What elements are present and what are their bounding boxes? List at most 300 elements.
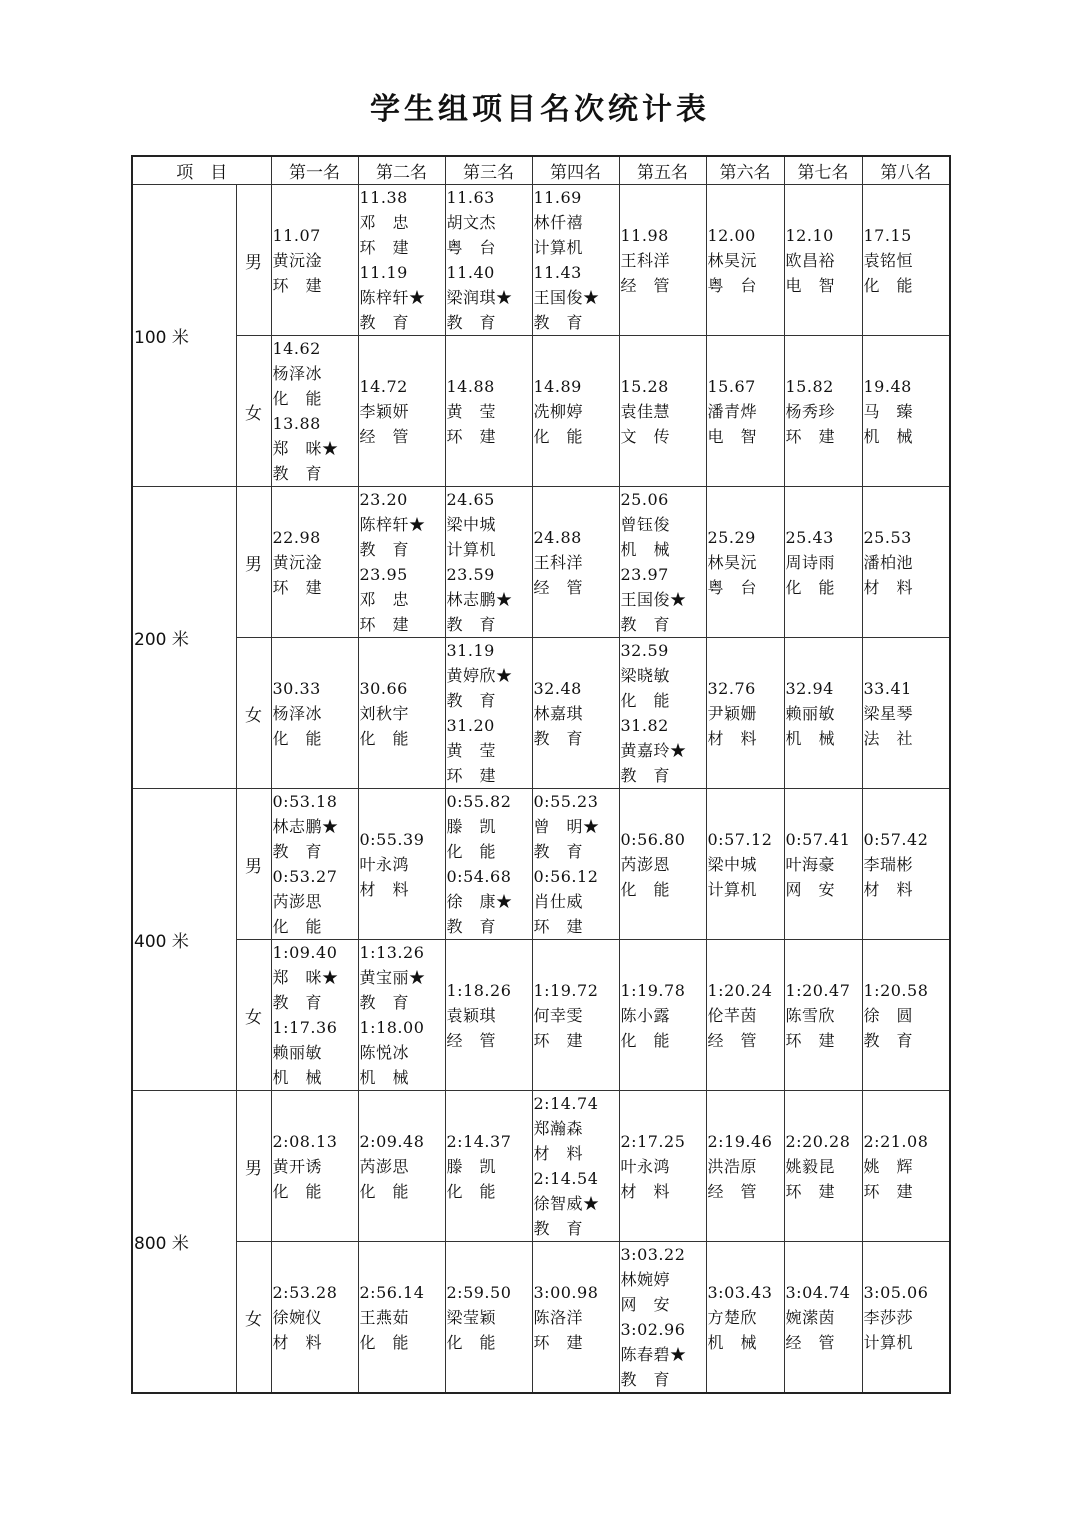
result-line: 23.59 [446,565,495,584]
result-cell [706,1242,784,1394]
result-line: 教 育 [446,917,497,936]
result-line: 王科洋 [533,552,584,572]
gender-label: 男 [236,185,271,336]
result-cell [445,940,532,1091]
result-line: 化 能 [620,879,671,899]
result-cell [706,1091,784,1242]
result-cell [706,336,784,487]
result-line: 14.62 [272,339,321,358]
result-line: 机 械 [707,1332,758,1352]
result-cell [271,487,358,638]
table-row [132,1242,950,1394]
result-line: 化 能 [359,1332,410,1352]
result-line: 1:19.72 [533,980,599,1000]
result-line: 黄 莹 [446,401,497,421]
gender-label: 女 [236,638,271,789]
result-line: 叶永鸿 [620,1156,671,1176]
result-line: 机 械 [620,540,671,559]
result-line: 徐 圆 [863,1005,914,1025]
result-line: 芮澎思 [272,892,323,911]
result-line: 陈春碧★ [620,1345,687,1364]
result-line: 12.00 [707,225,756,245]
result-line: 杨泽冰 [272,703,323,723]
result-line: 化 能 [446,842,497,861]
result-line: 1:20.47 [785,980,851,1000]
table-row [132,789,950,940]
result-line: 材 料 [863,879,914,899]
result-cell [445,638,532,789]
result-line: 叶永鸿 [359,854,410,874]
result-line: 32.76 [707,678,756,698]
result-line: 材 料 [359,879,410,899]
result-line: 化 能 [272,389,323,408]
result-line: 教 育 [359,313,410,332]
result-line: 林志鹏★ [272,817,339,836]
result-cell [706,940,784,1091]
result-line: 化 能 [359,728,410,748]
result-line: 陈悦冰 [359,1043,410,1062]
result-line: 粤 台 [707,577,758,597]
result-line: 环 建 [785,426,836,446]
result-line: 曾钰俊 [620,515,671,534]
result-cell [784,1242,862,1394]
result-line: 环 建 [533,1332,584,1352]
result-line: 经 管 [785,1332,836,1352]
result-line: 叶海豪 [785,854,836,874]
result-line: 黄沅淦 [272,552,323,572]
result-line: 环 建 [446,426,497,446]
table-row [132,336,950,487]
result-line: 林婉婷 [620,1270,671,1289]
header-place-2: 第二名 [358,156,445,185]
result-line: 化 能 [446,1181,497,1201]
result-line: 25.43 [785,527,834,547]
result-cell [271,940,358,1091]
result-line: 2:59.50 [446,1282,512,1302]
result-line: 黄嘉玲★ [620,741,687,760]
result-cell [445,185,532,336]
event-name: 800 米 [132,1091,236,1394]
result-line: 环 建 [446,766,497,785]
result-line: 教 育 [533,313,584,332]
result-line: 黄婷欣★ [446,666,513,685]
result-line: 计算机 [707,879,758,899]
result-line: 杨秀珍 [785,401,836,421]
result-line: 11.19 [359,263,408,282]
result-line: 0:55.39 [359,829,425,849]
result-line: 教 育 [272,842,323,861]
table-row [132,487,950,638]
event-name: 400 米 [132,789,236,1091]
result-line: 12.10 [785,225,834,245]
result-line: 马 臻 [863,401,914,421]
result-cell [445,1091,532,1242]
result-line: 环 建 [533,1030,584,1050]
result-line: 林志鹏★ [446,590,513,609]
result-line: 潘柏池 [863,552,914,572]
result-cell [706,638,784,789]
result-cell [619,336,706,487]
result-cell [532,1091,619,1242]
result-line: 化 能 [533,426,584,446]
result-line: 滕 凯 [446,817,497,836]
result-line: 教 育 [620,1370,671,1389]
result-line: 0:55.23 [533,792,599,811]
result-line: 王国俊★ [620,590,687,609]
result-line: 洪浩原 [707,1156,758,1176]
result-line: 17.15 [863,225,912,245]
result-line: 0:53.27 [272,867,338,886]
result-line: 1:17.36 [272,1018,338,1037]
page-title: 学生组项目名次统计表 [370,92,710,127]
table-row [132,1091,950,1242]
result-line: 14.88 [446,376,495,396]
result-line: 24.65 [446,490,495,509]
result-line: 化 能 [620,691,671,710]
result-line: 材 料 [863,577,914,597]
result-line: 24.88 [533,527,582,547]
result-line: 22.98 [272,527,321,547]
result-line: 11.63 [446,188,495,207]
result-line: 经 管 [707,1030,758,1050]
result-line: 方楚欣 [707,1307,758,1327]
result-line: 网 安 [620,1295,671,1314]
result-cell [862,789,950,940]
result-line: 赖丽敏 [272,1043,323,1062]
result-line: 教 育 [446,313,497,332]
result-line: 郑 咪★ [272,439,339,458]
gender-label: 男 [236,789,271,940]
result-line: 31.19 [446,641,495,660]
header-place-1: 第一名 [271,156,358,185]
result-line: 2:09.48 [359,1131,425,1151]
result-line: 机 械 [785,728,836,748]
result-cell [532,487,619,638]
result-line: 1:19.78 [620,980,686,1000]
result-line: 15.28 [620,376,669,396]
result-cell [784,940,862,1091]
result-cell [619,940,706,1091]
result-line: 曾 明★ [533,817,600,836]
result-line: 邓 忠 [359,590,410,609]
result-line: 何幸雯 [533,1005,584,1025]
result-line: 计算机 [533,238,584,257]
result-line: 1:18.00 [359,1018,425,1037]
result-cell [784,185,862,336]
result-cell [862,1242,950,1394]
result-line: 11.38 [359,188,408,207]
result-line: 化 能 [272,1181,323,1201]
result-cell [862,185,950,336]
result-cell [862,638,950,789]
result-cell [271,1242,358,1394]
table-body [132,185,950,1394]
result-line: 机 械 [359,1068,410,1087]
result-cell [358,185,445,336]
result-line: 法 社 [863,728,914,748]
result-line: 环 建 [359,238,410,257]
result-line: 林嘉琪 [533,703,584,723]
result-line: 经 管 [359,426,410,446]
header-place-8: 第八名 [862,156,950,185]
result-cell [706,789,784,940]
result-line: 环 建 [533,917,584,936]
result-line: 梁中城 [707,854,758,874]
result-line: 经 管 [446,1030,497,1050]
result-line: 欧昌裕 [785,250,836,270]
result-line: 23.20 [359,490,408,509]
result-line: 王国俊★ [533,288,600,307]
result-cell [532,789,619,940]
result-line: 陈雪欣 [785,1005,836,1025]
result-line: 林仟禧 [533,213,584,232]
result-line: 教 育 [272,993,323,1012]
result-line: 经 管 [620,275,671,295]
result-line: 30.66 [359,678,408,698]
result-line: 材 料 [620,1181,671,1201]
result-line: 文 传 [620,426,671,446]
result-line: 李莎莎 [863,1307,914,1327]
result-line: 肖仕威 [533,892,584,911]
result-line: 化 能 [359,1181,410,1201]
result-line: 黄宝丽★ [359,968,426,987]
event-name: 100 米 [132,185,236,487]
result-cell [271,789,358,940]
header-place-3: 第三名 [445,156,532,185]
result-line: 徐智威★ [533,1194,600,1213]
result-line: 粤 台 [707,275,758,295]
result-cell [862,487,950,638]
result-line: 计算机 [446,540,497,559]
result-line: 13.88 [272,414,321,433]
result-cell [445,789,532,940]
result-line: 教 育 [446,615,497,634]
result-line: 33.41 [863,678,912,698]
result-line: 14.72 [359,376,408,396]
result-line: 计算机 [863,1332,914,1352]
result-line: 冼柳婷 [533,401,584,421]
result-line: 化 能 [272,728,323,748]
result-line: 32.94 [785,678,834,698]
gender-label: 女 [236,1242,271,1394]
result-line: 梁星琴 [863,703,914,723]
result-line: 梁晓敏 [620,666,671,685]
result-cell [358,638,445,789]
table-row [132,940,950,1091]
result-line: 15.82 [785,376,834,396]
result-line: 19.48 [863,376,912,396]
result-line: 教 育 [359,993,410,1012]
result-line: 1:18.26 [446,980,512,1000]
result-line: 教 育 [620,615,671,634]
result-line: 徐婉仪 [272,1307,323,1327]
result-cell [706,487,784,638]
result-line: 材 料 [707,728,758,748]
gender-label: 女 [236,336,271,487]
result-line: 王科洋 [620,250,671,270]
result-cell [619,487,706,638]
result-line: 杨泽冰 [272,364,323,383]
result-line: 32.48 [533,678,582,698]
result-line: 伦芊茵 [707,1005,758,1025]
result-line: 2:20.28 [785,1131,851,1151]
result-cell [619,185,706,336]
result-line: 32.59 [620,641,669,660]
result-line: 黄开诱 [272,1156,323,1176]
result-line: 1:20.24 [707,980,773,1000]
result-line: 教 育 [620,766,671,785]
result-line: 环 建 [785,1030,836,1050]
result-cell [445,336,532,487]
result-line: 袁颖琪 [446,1005,497,1025]
result-line: 林昊沅 [707,250,758,270]
result-cell [271,638,358,789]
result-line: 经 管 [533,577,584,597]
result-line: 2:08.13 [272,1131,338,1151]
result-line: 姚毅昆 [785,1156,836,1176]
result-line: 潘青烨 [707,401,758,421]
result-line: 3:04.74 [785,1282,851,1302]
gender-label: 男 [236,1091,271,1242]
table-row [132,185,950,336]
result-cell [358,1242,445,1394]
result-line: 化 能 [446,1332,497,1352]
result-line: 0:55.82 [446,792,512,811]
result-line: 1:13.26 [359,943,425,962]
result-line: 郑 咪★ [272,968,339,987]
result-line: 11.40 [446,263,495,282]
result-line: 李颖妍 [359,401,410,421]
result-line: 0:56.12 [533,867,599,886]
result-line: 林昊沅 [707,552,758,572]
result-line: 材 料 [272,1332,323,1352]
result-cell [784,487,862,638]
result-line: 25.29 [707,527,756,547]
result-cell [619,789,706,940]
result-line: 机 械 [272,1068,323,1087]
result-line: 教 育 [863,1030,914,1050]
results-table [131,155,951,1394]
result-cell [619,638,706,789]
result-line: 25.06 [620,490,669,509]
result-line: 11.98 [620,225,669,245]
header-item: 项 目 [132,156,271,185]
result-line: 0:57.12 [707,829,773,849]
result-line: 2:17.25 [620,1131,686,1151]
result-line: 2:19.46 [707,1131,773,1151]
result-cell [358,940,445,1091]
result-cell [358,487,445,638]
result-line: 梁莹颖 [446,1307,497,1327]
result-line: 3:03.22 [620,1245,686,1264]
result-line: 环 建 [785,1181,836,1201]
gender-label: 女 [236,940,271,1091]
result-line: 教 育 [533,1219,584,1238]
result-line: 3:05.06 [863,1282,929,1302]
result-cell [532,638,619,789]
result-line: 环 建 [272,275,323,295]
header-place-6: 第六名 [706,156,784,185]
result-line: 2:53.28 [272,1282,338,1302]
result-line: 化 能 [620,1030,671,1050]
result-line: 材 料 [533,1144,584,1163]
result-line: 15.67 [707,376,756,396]
result-line: 陈梓轩★ [359,515,426,534]
event-name: 200 米 [132,487,236,789]
result-line: 11.43 [533,263,582,282]
result-cell [784,1091,862,1242]
header-place-5: 第五名 [619,156,706,185]
result-line: 徐 康★ [446,892,513,911]
result-line: 0:57.42 [863,829,929,849]
gender-label: 男 [236,487,271,638]
result-line: 23.97 [620,565,669,584]
result-cell [784,336,862,487]
result-line: 3:03.43 [707,1282,773,1302]
result-line: 教 育 [359,540,410,559]
result-line: 婉潆茵 [785,1307,836,1327]
result-cell [271,336,358,487]
result-line: 教 育 [533,728,584,748]
result-line: 芮澎恩 [620,854,671,874]
result-line: 0:54.68 [446,867,512,886]
result-line: 30.33 [272,678,321,698]
result-line: 2:21.08 [863,1131,929,1151]
result-cell [862,1091,950,1242]
result-line: 梁润琪★ [446,288,513,307]
result-line: 黄 莹 [446,741,497,760]
result-cell [784,789,862,940]
result-cell [619,1091,706,1242]
result-line: 14.89 [533,376,582,396]
result-line: 陈洛洋 [533,1307,584,1327]
result-line: 2:14.54 [533,1169,599,1188]
result-line: 袁佳慧 [620,401,671,421]
result-line: 邓 忠 [359,213,410,232]
result-line: 周诗雨 [785,552,836,572]
result-line: 3:02.96 [620,1320,686,1339]
result-line: 机 械 [863,426,914,446]
result-line: 25.53 [863,527,912,547]
result-line: 赖丽敏 [785,703,836,723]
result-line: 尹颖姗 [707,703,758,723]
result-line: 刘秋宇 [359,703,410,723]
result-cell [358,789,445,940]
result-line: 2:14.37 [446,1131,512,1151]
result-line: 黄沅淦 [272,250,323,270]
result-line: 网 安 [785,879,836,899]
result-cell [862,940,950,1091]
result-line: 教 育 [272,464,323,483]
result-line: 2:14.74 [533,1094,599,1113]
result-cell [445,1242,532,1394]
result-cell [445,487,532,638]
result-line: 教 育 [446,691,497,710]
result-line: 化 能 [863,275,914,295]
result-cell [358,336,445,487]
result-line: 31.82 [620,716,669,735]
result-line: 11.07 [272,225,321,245]
result-cell [619,1242,706,1394]
header-row [132,156,950,185]
result-cell [532,1242,619,1394]
result-cell [784,638,862,789]
result-line: 31.20 [446,716,495,735]
result-cell [271,185,358,336]
result-line: 11.69 [533,188,582,207]
header-place-7: 第七名 [784,156,862,185]
header-place-4: 第四名 [532,156,619,185]
